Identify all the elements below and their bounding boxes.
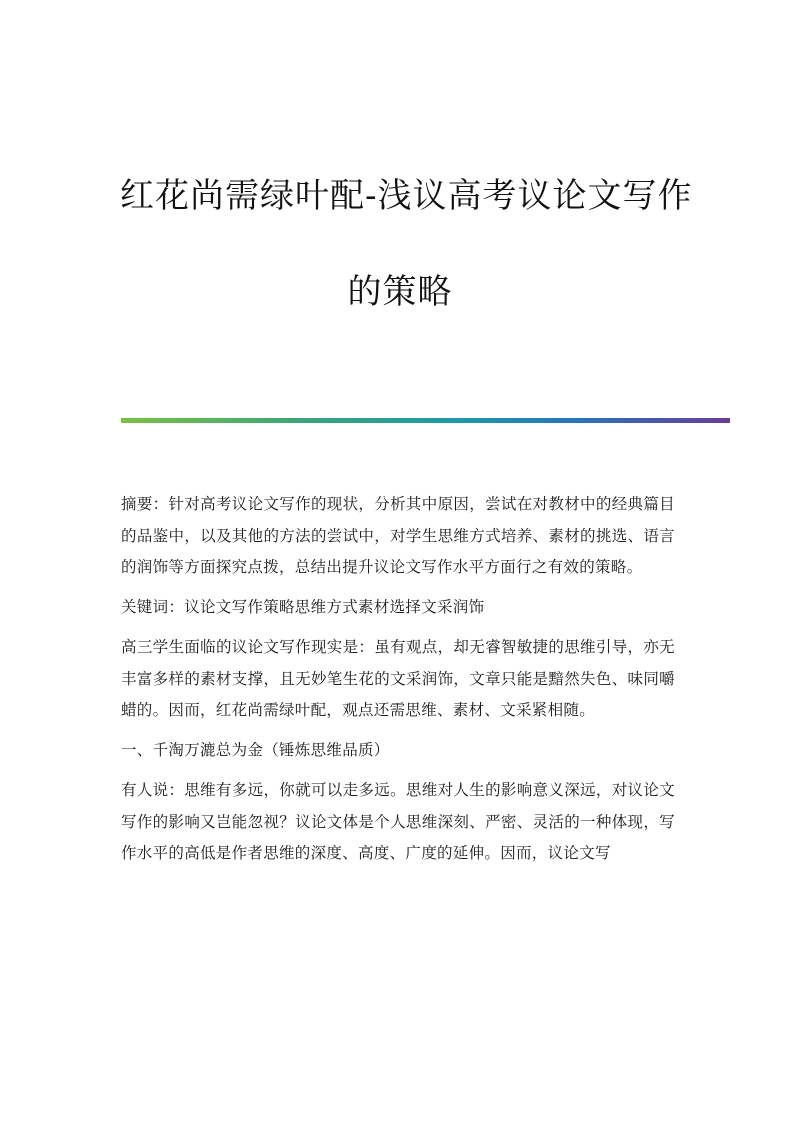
intro-paragraph: 高三学生面临的议论文写作现实是：虽有观点，却无睿智敏捷的思维引导，亦无丰富多样的素材支撑，且无妙笔生花的文采润饰，文章只能是黯然失色、味同嚼蜡的。因而，红花尚需绿叶配，观点还需思维、素材、文采紧相随。 [121, 638, 675, 719]
keywords-paragraph: 关键词：议论文写作策略思维方式素材选择文采润饰 [121, 597, 485, 616]
document-body [121, 489, 675, 878]
title-line-2: 的策略 [347, 272, 453, 312]
section-paragraph: 有人说：思维有多远，你就可以走多远。思维对人生的影响意义深远，对议论文写作的影响又岂能忽视？议论文体是个人思维深刻、严密、灵活的一种体现，写作水平的高低是作者思维的深度、高度、广度的延伸。因而，议论文写 [121, 781, 675, 862]
abstract-paragraph: 摘要：针对高考议论文写作的现状，分析其中原因，尝试在对教材中的经典篇目的品鉴中，以及其他的方法的尝试中，对学生思维方式培养、素材的挑选、语言的润饰等方面探究点拨，总结出提升议论文写作水平方面行之有效的策略。 [121, 495, 675, 576]
title-line-1: 红花尚需绿叶配-浅议高考议论文写作 [120, 176, 693, 216]
document-title [120, 176, 693, 312]
section-heading: 一、千淘万漉总为金（锤炼思维品质） [121, 740, 390, 759]
title-divider [121, 418, 730, 423]
